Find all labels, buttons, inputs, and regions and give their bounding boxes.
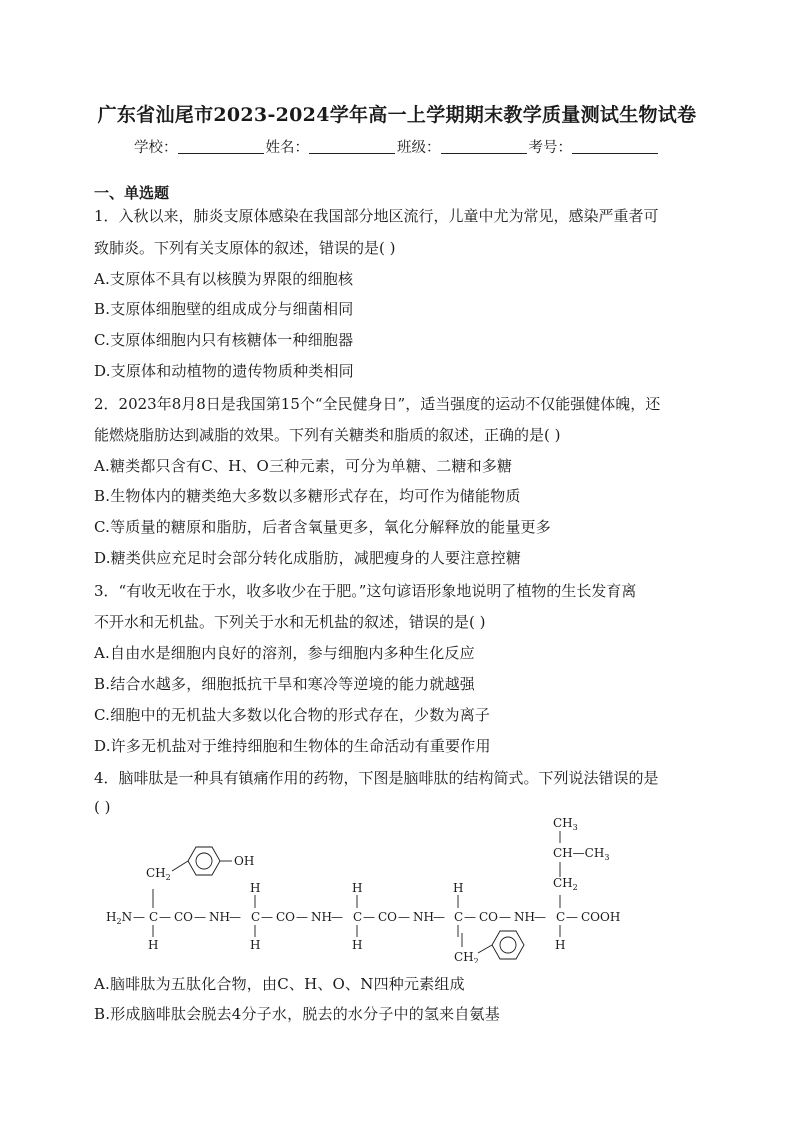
svg-text:NH: NH <box>514 910 535 924</box>
q2-option-a: A.糖类都只含有C、H、O三种元素，可分为单糖、二糖和多糖 <box>94 457 513 475</box>
school-blank <box>178 139 264 154</box>
leu-ch2: $CH_2$ <box>553 876 578 892</box>
svg-text:CO: CO <box>174 910 194 924</box>
page-title: 广东省汕尾市2023-2024学年高一上学期期末教学质量测试生物试卷 <box>97 104 697 126</box>
c-alpha-4: C <box>454 910 464 924</box>
svg-text:—: — <box>331 910 343 924</box>
h-bottom-3: H <box>352 938 363 952</box>
tyr-ch2: $CH_2$ <box>146 866 171 882</box>
svg-text:—: — <box>499 910 511 924</box>
exam-number-blank <box>572 139 658 154</box>
school-label: 学校： <box>134 140 178 156</box>
q1-option-b: B.支原体细胞壁的组成成分与细菌相同 <box>94 300 354 318</box>
q3-stem-line1: 3．“有收无收在于水，收多收少在于肥。”这句谚语形象地说明了植物的生长发育离 <box>94 582 637 600</box>
q1-option-c: C.支原体细胞内只有核糖体一种细胞器 <box>94 331 354 349</box>
svg-text:COOH: COOH <box>581 910 621 924</box>
h-top-2: H <box>250 881 261 895</box>
q4-stem-line1: 4．脑啡肽是一种具有镇痛作用的药物，下图是脑啡肽的结构简式。下列说法错误的是 <box>94 769 659 787</box>
svg-text:—: — <box>534 910 546 924</box>
svg-text:—: — <box>464 910 476 924</box>
class-label: 班级： <box>397 140 441 156</box>
amino-h2n: $H_2N$ <box>106 910 133 926</box>
q3-stem-line2: 不开水和无机盐。下列关于水和无机盐的叙述，错误的是( ) <box>94 613 486 631</box>
svg-text:—: — <box>566 910 578 924</box>
svg-text:—: — <box>398 910 410 924</box>
q1-stem-line1: 1．入秋以来，肺炎支原体感染在我国部分地区流行，儿童中尤为常见，感染严重者可 <box>94 207 659 225</box>
svg-text:CO: CO <box>378 910 398 924</box>
q3-option-d: D.许多无机盐对于维持细胞和生物体的生命活动有重要作用 <box>94 737 491 755</box>
h-bottom-1: H <box>148 938 159 952</box>
q3-option-c: C.细胞中的无机盐大多数以化合物的形式存在，少数为离子 <box>94 706 491 724</box>
leu-ch: $CH—CH_3$ <box>553 846 610 862</box>
tyr-oh: OH <box>234 854 255 868</box>
name-label: 姓名： <box>265 140 309 156</box>
svg-text:—: — <box>363 910 375 924</box>
svg-text:—: — <box>133 910 145 924</box>
backbone <box>106 910 620 926</box>
svg-text:—: — <box>296 910 308 924</box>
h-top-4: H <box>453 881 464 895</box>
q2-stem-line1: 2．2023年8月8日是我国第15个“全民健身日”，适当强度的运动不仅能强健体魄，还 <box>94 395 661 413</box>
q4-stem-line2: ( ) <box>94 798 111 816</box>
q2-stem-line2: 能燃烧脂肪达到减脂的效果。下列有关糖类和脂质的叙述，正确的是( ) <box>94 426 561 444</box>
svg-text:—: — <box>194 910 206 924</box>
svg-text:—: — <box>159 910 171 924</box>
q3-option-b: B.结合水越多，细胞抵抗干旱和寒冷等逆境的能力就越强 <box>94 675 475 693</box>
tyr-benzene-ring <box>188 847 220 875</box>
h-top-3: H <box>352 881 363 895</box>
q2-option-b: B.生物体内的糖类绝大多数以多糖形式存在，均可作为储能物质 <box>94 487 521 505</box>
q2-option-d: D.糖类供应充足时会部分转化成脂肪，减肥瘦身的人要注意控糖 <box>94 549 522 567</box>
q2-option-c: C.等质量的糖原和脂肪，后者含氧量更多，氧化分解释放的能量更多 <box>94 518 551 536</box>
q1-stem-line2: 致肺炎。下列有关支原体的叙述，错误的是( ) <box>94 239 396 257</box>
enkephalin-structure-diagram <box>96 815 636 963</box>
svg-text:CO: CO <box>276 910 296 924</box>
class-blank <box>441 139 527 154</box>
svg-text:NH: NH <box>209 910 230 924</box>
q3-option-a: A.自由水是细胞内良好的溶剂，参与细胞内多种生化反应 <box>94 644 475 662</box>
q1-option-a: A.支原体不具有以核膜为界限的细胞核 <box>94 270 354 288</box>
c-alpha-3: C <box>353 910 363 924</box>
section-heading: 一、单选题 <box>94 184 170 202</box>
name-blank <box>309 139 395 154</box>
q4-option-a: A.脑啡肽为五肽化合物，由C、H、O、N四种元素组成 <box>94 975 465 993</box>
svg-text:CO: CO <box>479 910 499 924</box>
svg-text:—: — <box>261 910 273 924</box>
svg-text:NH: NH <box>311 910 332 924</box>
phe-benzene-ring <box>492 931 524 959</box>
c-alpha-5: C <box>556 910 566 924</box>
q1-option-d: D.支原体和动植物的遗传物质种类相同 <box>94 362 354 380</box>
c-alpha-2: C <box>251 910 261 924</box>
student-info-row <box>0 136 794 157</box>
leu-ch3: $CH_3$ <box>553 816 578 832</box>
phe-ch2: $CH_2$ <box>454 950 479 963</box>
c-alpha-1: C <box>149 910 159 924</box>
svg-text:—: — <box>433 910 445 924</box>
h-bottom-5: H <box>555 938 566 952</box>
svg-text:NH: NH <box>413 910 434 924</box>
q4-option-b: B.形成脑啡肽会脱去4分子水，脱去的水分子中的氢来自氨基 <box>94 1005 500 1023</box>
exam-number-label: 考号： <box>528 140 572 156</box>
svg-text:—: — <box>229 910 241 924</box>
h-bottom-2: H <box>250 938 261 952</box>
